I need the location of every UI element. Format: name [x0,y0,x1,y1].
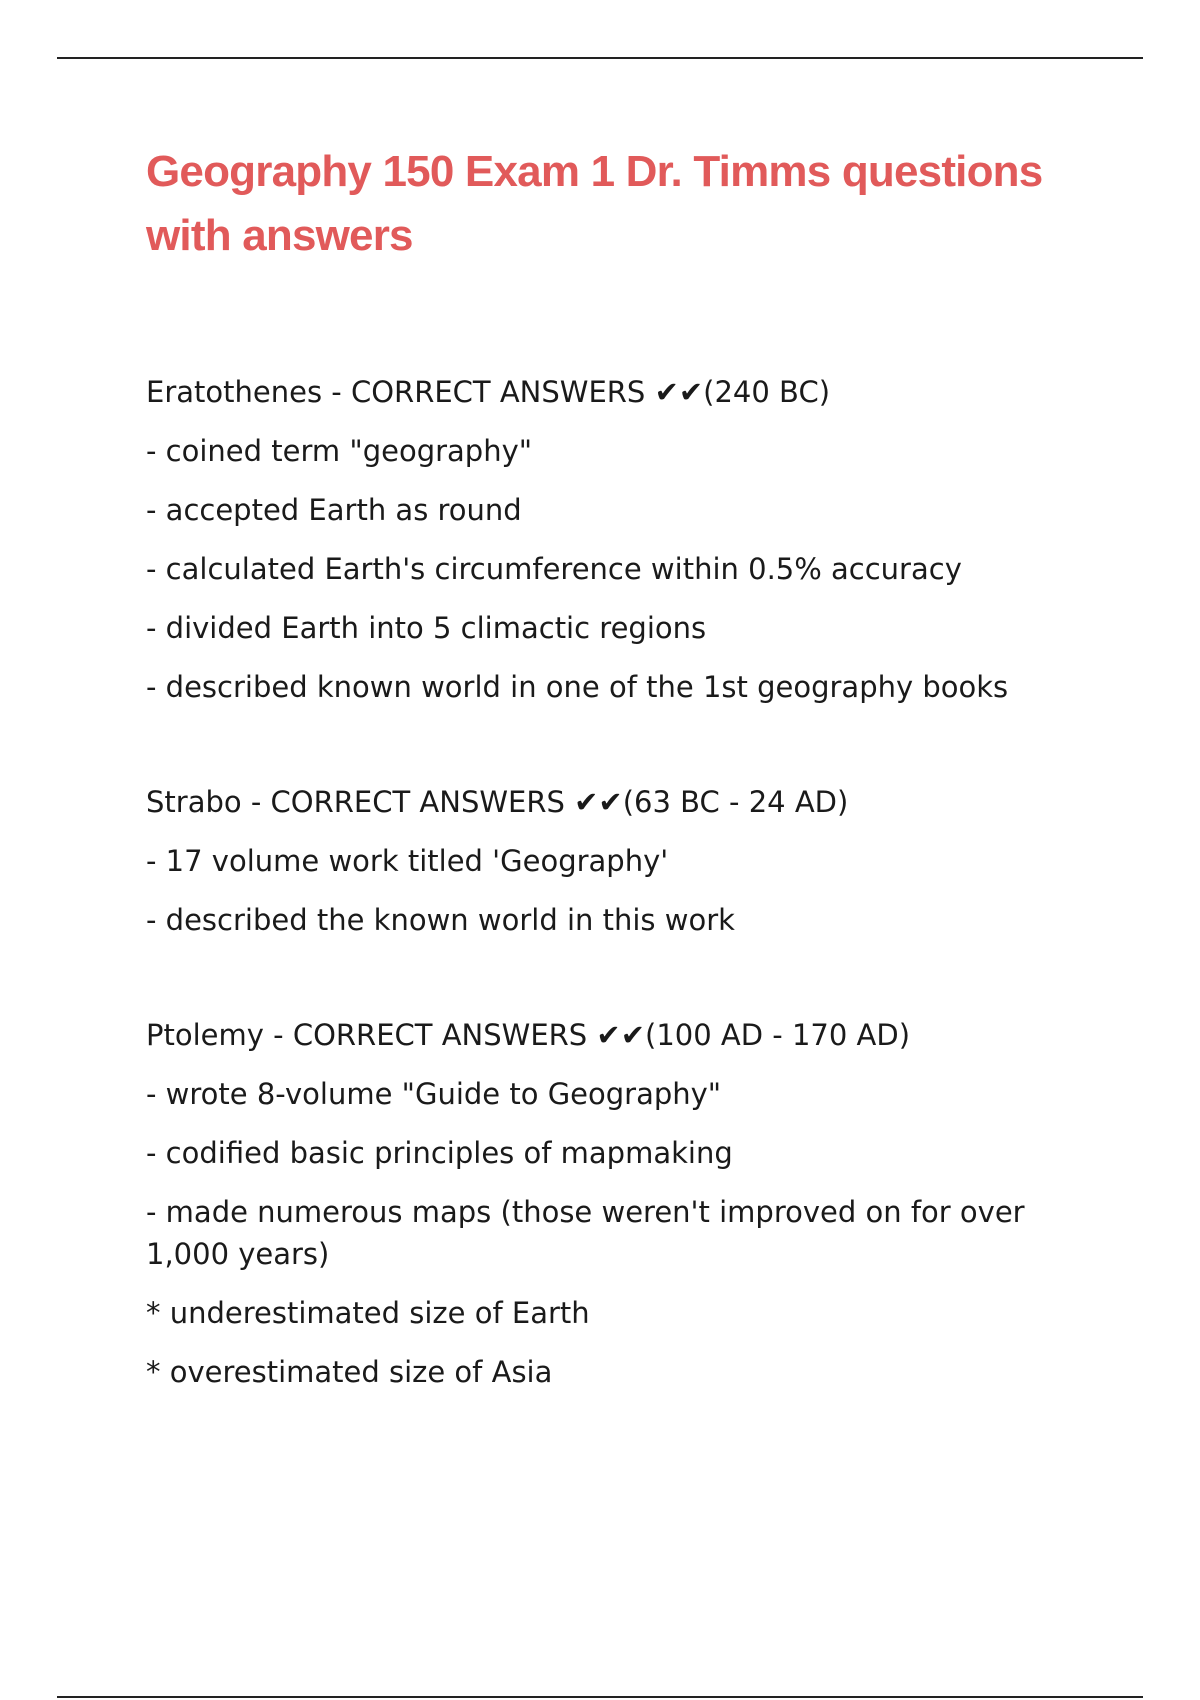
term: Strabo [146,785,242,819]
answer-line: - wrote 8-volume "Guide to Geography" [146,1077,722,1111]
answer-line: - described the known world in this work [146,903,735,937]
answer-line: - codified basic principles of mapmaking [146,1136,733,1170]
qa-list [146,371,1066,1393]
answer-line: - made numerous maps (those weren't improved on for over 1,000 years) [146,1195,1025,1271]
question-line [146,371,1066,413]
answer-line: * overestimated size of Asia [146,1355,553,1389]
answer-line: - described known world in one of the 1st geography books [146,670,1009,704]
answer-line: (100 AD - 170 AD) [645,1018,911,1052]
answer-line: (240 BC) [703,375,831,409]
separator: - [322,375,351,409]
qa-item-ptolemy [146,1014,1066,1393]
answer-label: CORRECT ANSWERS ✔✔ [292,1018,646,1052]
answer-line: - accepted Earth as round [146,493,522,527]
document-body [146,140,1066,1393]
qa-item-strabo [146,781,1066,941]
answer-line: - 17 volume work titled 'Geography' [146,844,669,878]
term: Ptolemy [146,1018,264,1052]
answer-label: CORRECT ANSWERS ✔✔ [350,375,704,409]
term: Eratothenes [146,375,323,409]
answer-line: - coined term "geography" [146,434,533,468]
top-rule [57,57,1143,59]
answer-line: - calculated Earth's circumference within 0.5% accuracy [146,552,962,586]
answer-line: (63 BC - 24 AD) [622,785,849,819]
question-line [146,1014,1066,1056]
qa-item-eratothenes [146,371,1066,708]
document-title: Geography 150 Exam 1 Dr. Timms questions with answers [146,147,1043,260]
answer-line: * underestimated size of Earth [146,1296,590,1330]
separator: - [263,1018,293,1052]
bottom-rule [57,1696,1143,1698]
answer-label: CORRECT ANSWERS ✔✔ [270,785,623,819]
answer-line: - divided Earth into 5 climactic regions [146,611,707,645]
question-line [146,781,1066,823]
separator: - [241,785,271,819]
